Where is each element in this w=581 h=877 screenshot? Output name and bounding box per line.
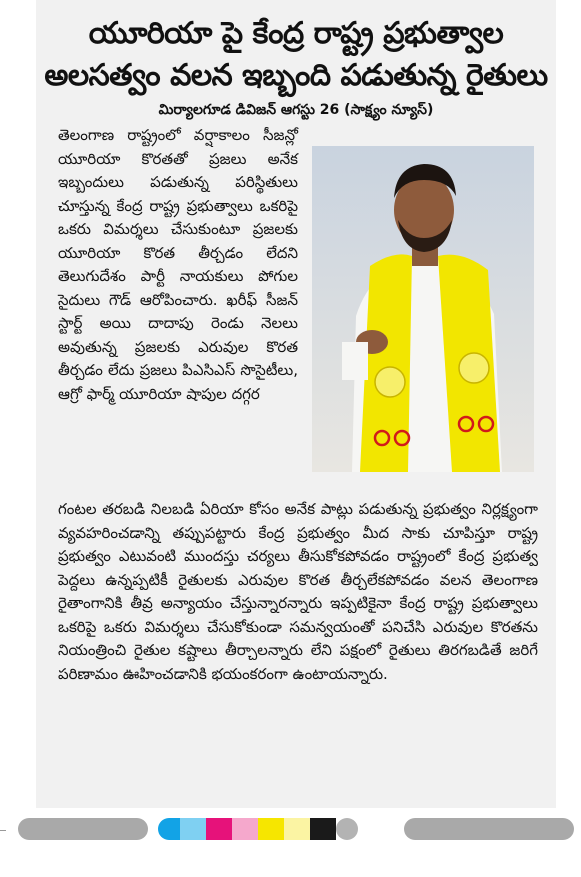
article-full-width-text: గంటల తరబడి నిలబడి ఏరియా కోసం అనేక పాట్లు పడుతున్న ప్రభుత్వం నిర్లక్ష్యంగా వ్యవహరించడాన్ని తప్పుపట్టారు కేంద్ర ప్రభుత్వం మీద సాకు చూపిస్తూ రాష్ట్ర ప్రభుత్వం ఎటువంటి ముందస్తు చర్యలు తీసుకోకపోవడం రాష్ట్రంలో కేంద్ర ప్రభుత్వ పెద్దలు ఉన్నప్పటికీ రైతులకు ఎరువుల కొరత తీర్చలేకపోవడం వలన తెలంగాణ రైతాంగానికి తీవ్ర అన్యాయం చేస్తున్నారన్నారు ఇప్పటికైనా కేంద్ర రాష్ట్ర ప్రభుత్వాలు ఒకరిపై ఒకరు విమర్శలు చేసుకోకుండా సమన్వయంతో పనిచేసి ఎరువుల కొరతను నియంత్రించి రైతుల కష్టాలు తీర్చాలన్నారు లేని పక్షంలో రైతులు తిరగబడితే జరిగే పరిణామం ఊహించడానికి భయంకరంగా ఉంటాయన్నారు. — [58, 500, 538, 683]
headline-line-2: అలసత్వం వలన ఇబ్బంది పడుతున్న రైతులు — [44, 58, 548, 93]
article-column-text: తెలంగాణ రాష్ట్రంలో వర్షాకాలం సీజన్లో యూరియా కొరతతో ప్రజలు అనేక ఇబ్బందులు పడుతున్న పరిస్థితులు చూస్తున్న కేంద్ర రాష్ట్ర ప్రభుత్వాలు ఒకరిపై ఒకరు విమర్శలు చేసుకుంటూ ప్రజలకు యూరియా కొరత తీర్చడం లేదని తెలుగుదేశం పార్టీ నాయకులు పోగుల సైదులు గౌడ్ ఆరోపించారు. ఖరీఫ్ సీజన్ స్టార్ట్ అయి దాదాపు రెండు నెలలు అవుతున్న ప్రజలకు ఎరువుల కొరత తీర్చడం లేదు ప్రజలు పిఎసిఎస్ సొసైటీలు, ఆగ్రో ఫార్మ్ యూరియా షాపుల దగ్గర — [58, 126, 298, 403]
color-swatch — [336, 818, 358, 840]
color-swatch — [158, 818, 180, 840]
color-swatch — [310, 818, 336, 840]
color-swatch — [180, 818, 206, 840]
cmyk-color-strip — [158, 818, 398, 840]
print-registration-bar-left — [18, 818, 148, 840]
portrait-photo — [312, 146, 534, 472]
dateline: మిర్యాలగూడ డివిజన్ ఆగస్టు 26 (సాక్ష్యం న్యూస్) — [158, 102, 434, 118]
print-registration-bar-right — [404, 818, 574, 840]
color-swatch — [284, 818, 310, 840]
color-swatch — [258, 818, 284, 840]
color-swatch — [232, 818, 258, 840]
headline-line-1: యూరియా పై కేంద్ర రాష్ట్ర ప్రభుత్వాల — [88, 16, 504, 51]
crop-mark — [0, 830, 6, 831]
color-swatch — [206, 818, 232, 840]
